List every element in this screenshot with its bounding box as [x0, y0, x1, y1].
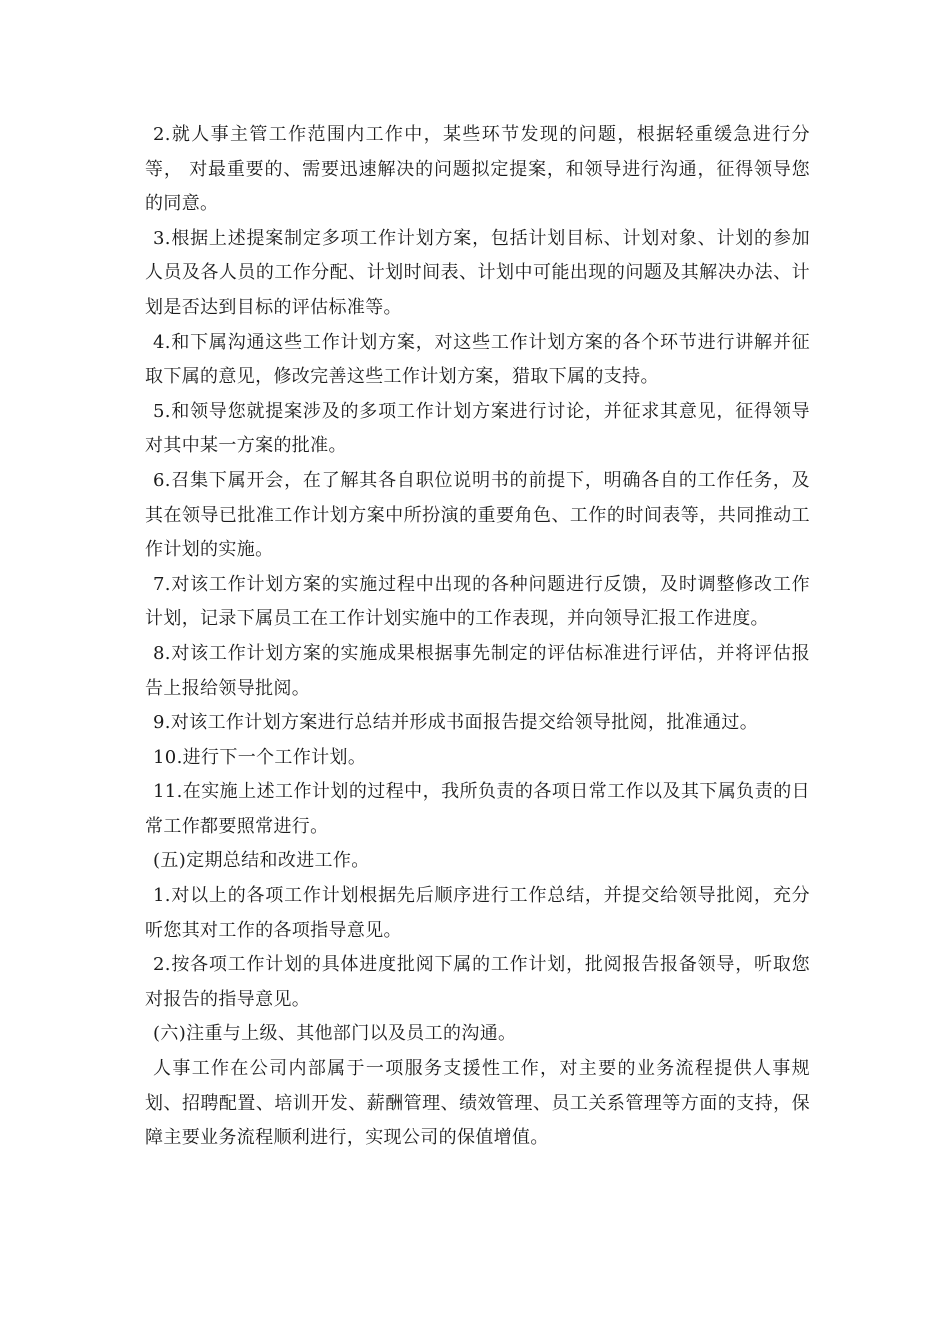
paragraph-item-8-evaluation: 8.对该工作计划方案的实施成果根据事先制定的评估标准进行评估，并将评估报告上报给领导批阅。 — [145, 642, 810, 699]
section-heading-6: (六)注重与上级、其他部门以及员工的沟通。 — [153, 1023, 517, 1045]
paragraph-item-10-next-plan: 10.进行下一个工作计划。 — [153, 746, 367, 768]
paragraph-item-11-daily-work: 11.在实施上述工作计划的过程中，我所负责的各项日常工作以及其下属负责的日常工作都要照常进行。 — [145, 781, 810, 837]
section-heading-5: (五)定期总结和改进工作。 — [153, 850, 370, 872]
paragraph-item-3-plan-drafting: 3.根据上述提案制定多项工作计划方案，包括计划目标、计划对象、计划的参加人员及各人员的工作分配、计划时间表、计划中可能出现的问题及其解决办法、计划是否达到目标的评估标准等。 — [145, 227, 810, 318]
document-body — [145, 118, 810, 1156]
paragraph-item-7-feedback: 7.对该工作计划方案的实施过程中出现的各种问题进行反馈，及时调整修改工作计划，记录下属员工在工作计划实施中的工作表现，并向领导汇报工作进度。 — [145, 573, 810, 630]
paragraph-item-1-work-summary: 1.对以上的各项工作计划根据先后顺序进行工作总结，并提交给领导批阅，充分听您其对工作的各项指导意见。 — [145, 885, 810, 941]
paragraph-item-9-summary-report: 9.对该工作计划方案进行总结并形成书面报告提交给领导批阅，批准通过。 — [153, 712, 759, 734]
paragraph-hr-role-summary: 人事工作在公司内部属于一项服务支援性工作，对主要的业务流程提供人事规划、招聘配置、培训开发、薪酬管理、绩效管理、员工关系管理等方面的支持，保障主要业务流程顺利进行，实现公司的保值增值。 — [145, 1058, 810, 1149]
paragraph-item-6-team-meeting: 6.召集下属开会，在了解其各自职位说明书的前提下，明确各自的工作任务，及其在领导已批准工作计划方案中所扮演的重要角色、工作的时间表等，共同推动工作计划的实施。 — [145, 469, 810, 561]
paragraph-item-2-review-plans: 2.按各项工作计划的具体进度批阅下属的工作计划，批阅报告报备领导，听取您对报告的指导意见。 — [145, 954, 810, 1010]
paragraph-item-5-leader-discussion: 5.和领导您就提案涉及的多项工作计划方案进行讨论，并征求其意见，征得领导对其中某一方案的批准。 — [145, 400, 810, 457]
paragraph-item-2-issue-ranking: 2.就人事主管工作范围内工作中，某些环节发现的问题，根据轻重缓急进行分等， 对最重要的、需要迅速解决的问题拟定提案，和领导进行沟通，征得领导您的同意。 — [145, 124, 810, 215]
paragraph-item-4-subordinate-communication: 4.和下属沟通这些工作计划方案，对这些工作计划方案的各个环节进行讲解并征取下属的意见，修改完善这些工作计划方案，猎取下属的支持。 — [145, 331, 810, 388]
